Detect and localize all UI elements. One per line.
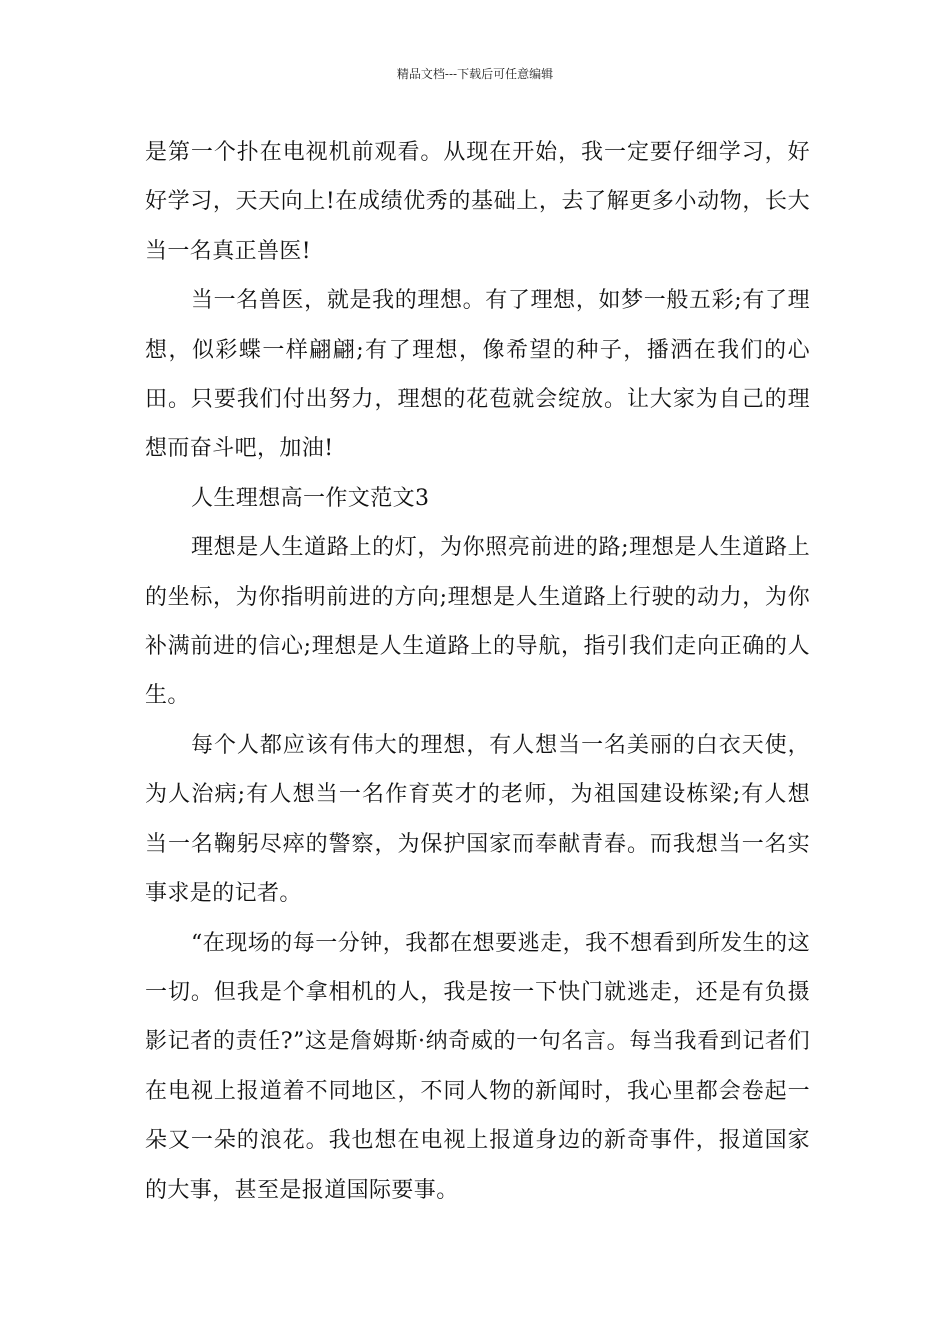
document-body: [145, 128, 810, 1215]
paragraph-continuation: 是第一个扑在电视机前观看。从现在开始，我一定要仔细学习，好好学习，天天向上!在成绩优秀的基础上，去了解更多小动物，长大当一名真正兽医!: [145, 140, 810, 264]
page-header: 精品文档---下载后可任意编辑: [396, 67, 554, 81]
paragraph-everyone-ideal: 每个人都应该有伟大的理想，有人想当一名美丽的白衣天使，为人治病;有人想当一名作育英才的老师，为祖国建设栋梁;有人想当一名鞠躬尽瘁的警察，为保护国家而奉献青春。而我想当一名实事求是的记者。: [145, 732, 810, 907]
section-heading: 人生理想高一作文范文3: [191, 485, 430, 511]
paragraph-journalist-quote: “在现场的每一分钟，我都在想要逃走，我不想看到所发生的这一切。但我是个拿相机的人，我是按一下快门就逃走，还是有负摄影记者的责任?”这是詹姆斯·纳奇威的一句名言。每当我看到记者们在电视上报道着不同地区，不同人物的新闻时，我心里都会卷起一朵又一朵的浪花。我也想在电视上报道身边的新奇事件，报道国家的大事，甚至是报道国际要事。: [145, 930, 810, 1203]
paragraph-ideal-lamp: 理想是人生道路上的灯，为你照亮前进的路;理想是人生道路上的坐标，为你指明前进的方向;理想是人生道路上行驶的动力，为你补满前进的信心;理想是人生道路上的导航，指引我们走向正确的人生。: [145, 535, 810, 709]
paragraph-ideal-vet: 当一名兽医，就是我的理想。有了理想，如梦一般五彩;有了理想，似彩蝶一样翩翩;有了理想，像希望的种子，播洒在我们的心田。只要我们付出努力，理想的花苞就会绽放。让大家为自己的理想而奋斗吧，加油!: [145, 288, 810, 462]
